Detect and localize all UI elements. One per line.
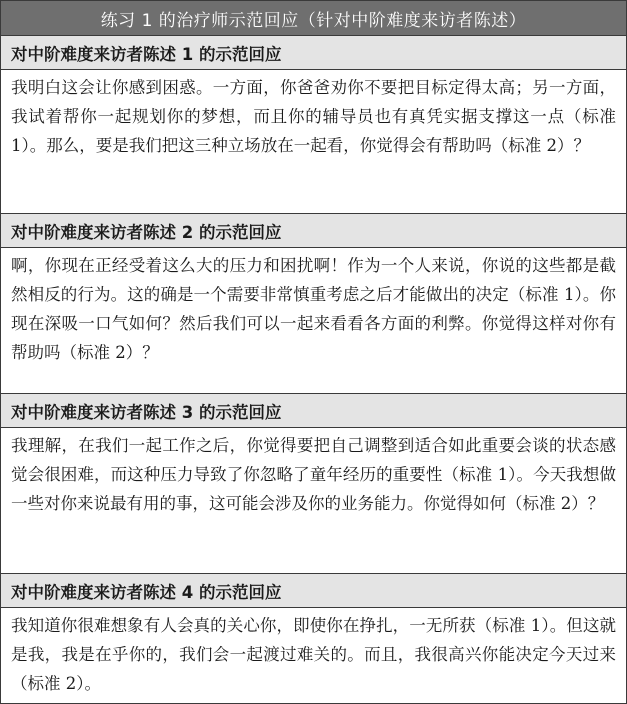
section-1-body: 我明白这会让你感到困惑。一方面，你爸爸劝你不要把目标定得太高；另一方面，我试着帮你一起规划你的梦想，而且你的辅导员也有真凭实据支撑这一点（标准 1）。那么，要是我们把这三种立场放在一起看，你觉得会有帮助吗（标准 2）？: [1, 70, 626, 214]
section-1-header: 对中阶难度来访者陈述 1 的示范回应: [1, 36, 626, 70]
section-4-header: 对中阶难度来访者陈述 4 的示范回应: [1, 574, 626, 608]
section-3-body: 我理解，在我们一起工作之后，你觉得要把自己调整到适合如此重要会谈的状态感觉会很困难，而这种压力导致了你忽略了童年经历的重要性（标准 1）。今天我想做一些对你来说最有用的事，这可能会涉及你的业务能力。你觉得如何（标准 2）？: [1, 428, 626, 574]
section-2-header: 对中阶难度来访者陈述 2 的示范回应: [1, 214, 626, 248]
section-3-header: 对中阶难度来访者陈述 3 的示范回应: [1, 394, 626, 428]
section-4-body: 我知道你很难想象有人会真的关心你，即使你在挣扎，一无所获（标准 1）。但这就是我，我是在乎你的，我们会一起渡过难关的。而且，我很高兴你能决定今天过来（标准 2）。: [11, 616, 616, 693]
section-2-body: 啊，你现在正经受着这么大的压力和困扰啊！作为一个人来说，你说的这些都是截然相反的行为。这的确是一个需要非常慎重考虑之后才能做出的决定（标准 1）。你现在深吸一口气如何？然后我们可以一起来看看各方面的利弊。你觉得这样对你有帮助吗（标准 2）？: [1, 248, 626, 394]
table-title: 练习 1 的治疗师示范回应（针对中阶难度来访者陈述）: [1, 1, 626, 36]
